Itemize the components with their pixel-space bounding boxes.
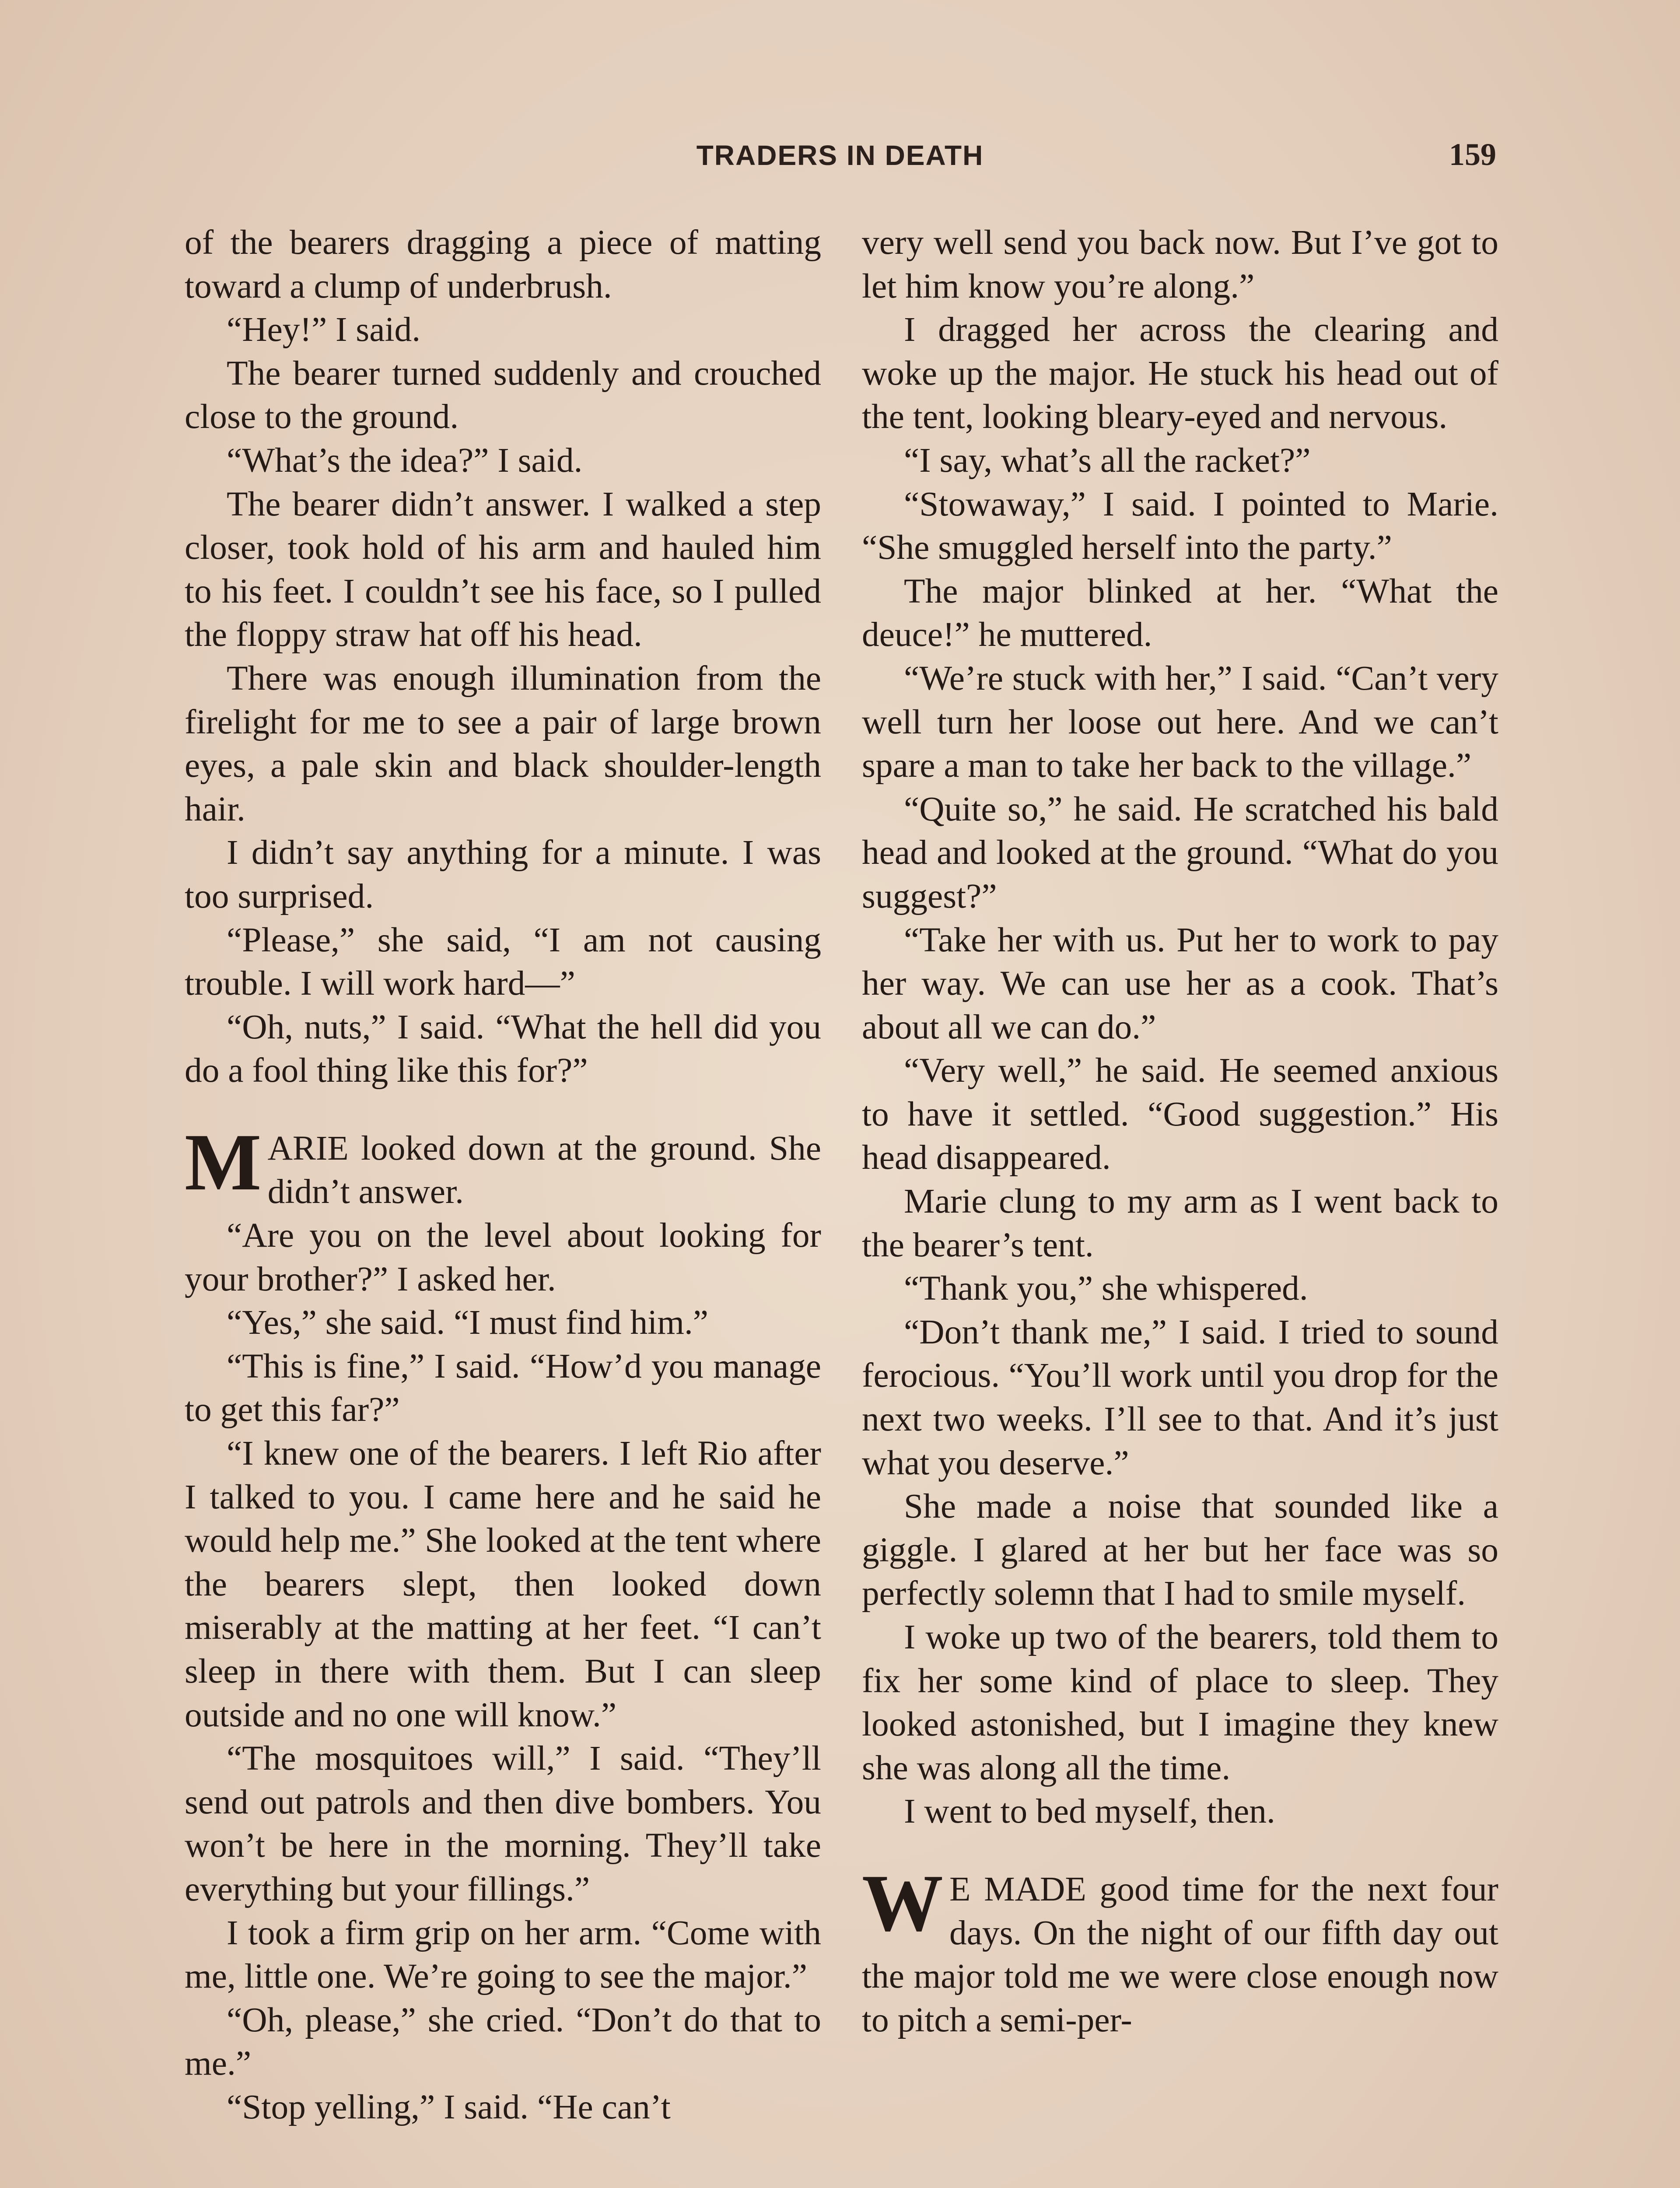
paragraph: “Oh, please,” she cried. “Don’t do that to me.” [185,2000,821,2083]
paragraph: “Yes,” she said. “I must find him.” [227,1303,709,1342]
paragraph: “Stop yelling,” I said. “He can’t [227,2087,671,2126]
paragraph: “Quite so,” he said. He scratched his bald head and looked at the ground. “What do you suggest?” [862,789,1498,915]
section-text: good time for the next four days. On the night of our fifth day out the major told me we were close enough now to pitch a semi-per- [862,1869,1498,2039]
paragraph: of the bearers dragging a piece of matting toward a clump of underbrush. [185,223,821,305]
paragraph: “I say, what’s all the racket?” [904,441,1311,480]
page-number: 159 [1449,137,1496,172]
paragraph: She made a noise that sounded like a giggle. I glared at her but her face was so perfectly solemn that I had to smile myself. [862,1487,1498,1613]
paragraph: “We’re stuck with her,” I said. “Can’t very well turn her loose out here. And we can’t spare a man to take her back to the village.” [862,659,1498,785]
paragraph: “Thank you,” she whispered. [904,1269,1308,1308]
paragraph: There was enough illumination from the firelight for me to see a pair of large brown eyes, a pale skin and black shoulder-length hair. [185,659,821,828]
section-start-paragraph [185,1117,821,1214]
paragraph: “Don’t thank me,” I said. I tried to sound ferocious. “You’ll work until you drop for the next two weeks. I’ll see to that. And it’s just what you deserve.” [862,1312,1498,1482]
paragraph: I took a firm grip on her arm. “Come with me, little one. We’re going to see the major.” [185,1913,821,1996]
paragraph: very well send you back now. But I’ve got to let him know you’re along.” [862,223,1498,305]
section-lead-in: ARIE [267,1129,349,1168]
paragraph: “Hey!” I said. [227,310,421,349]
paragraph: “This is fine,” I said. “How’d you manage to get this far?” [185,1346,821,1429]
running-header-title: TRADERS IN DEATH [696,140,984,171]
paragraph: “Are you on the level about looking for your brother?” I asked her. [185,1216,821,1298]
drop-cap: M [185,1117,262,1207]
paragraph: The bearer didn’t answer. I walked a step closer, took hold of his arm and hauled him to his feet. I couldn’t see his face, so I pulled the floppy straw hat off his head. [185,484,821,654]
paragraph: “Stowaway,” I said. I pointed to Marie. “She smuggled herself into the party.” [862,484,1498,567]
paragraph: “The mosquitoes will,” I said. “They’ll send out patrols and then dive bombers. You won’t be here in the morning. They’ll take everything but your fillings.” [185,1739,821,1908]
paragraph: “Very well,” he said. He seemed anxious to have it settled. “Good suggestion.” His head disappeared. [862,1051,1498,1177]
paragraph: I woke up two of the bearers, told them to fix her some kind of place to sleep. They looked astonished, but I imagine they knew she was along all the time. [862,1618,1498,1787]
section-start-paragraph [862,1858,1498,2042]
paragraph: The major blinked at her. “What the deuce!” he muttered. [862,572,1498,654]
section-lead-in: E MADE [949,1869,1086,1908]
left-column [185,221,821,2129]
paragraph: “Oh, nuts,” I said. “What the hell did you do a fool thing like this for?” [185,1007,821,1090]
right-column [862,221,1498,2042]
section-text: looked down at the ground. She didn’t answer. [267,1129,821,1211]
paragraph: “Please,” she said, “I am not causing trouble. I will work hard—” [185,920,821,1003]
drop-cap: W [862,1858,943,1948]
paragraph: I dragged her across the clearing and woke up the major. He stuck his head out of the tent, looking bleary-eyed and nervous. [862,310,1498,436]
paragraph: The bearer turned suddenly and crouched close to the ground. [185,354,821,436]
paragraph: “Take her with us. Put her to work to pay her way. We can use her as a cook. That’s about all we can do.” [862,920,1498,1046]
paragraph: I went to bed myself, then. [904,1792,1275,1831]
paragraph: “What’s the idea?” I said. [227,441,583,480]
paragraph: “I knew one of the bearers. I left Rio after I talked to you. I came here and he said he would help me.” She looked at the tent where the bearers slept, then looked down miserably at the matting at her feet. “I can’t sleep in there with them. But I can sleep outside and no one will know.” [185,1434,821,1734]
paragraph: Marie clung to my arm as I went back to the bearer’s tent. [862,1182,1498,1264]
paragraph: I didn’t say anything for a minute. I was too surprised. [185,833,821,915]
